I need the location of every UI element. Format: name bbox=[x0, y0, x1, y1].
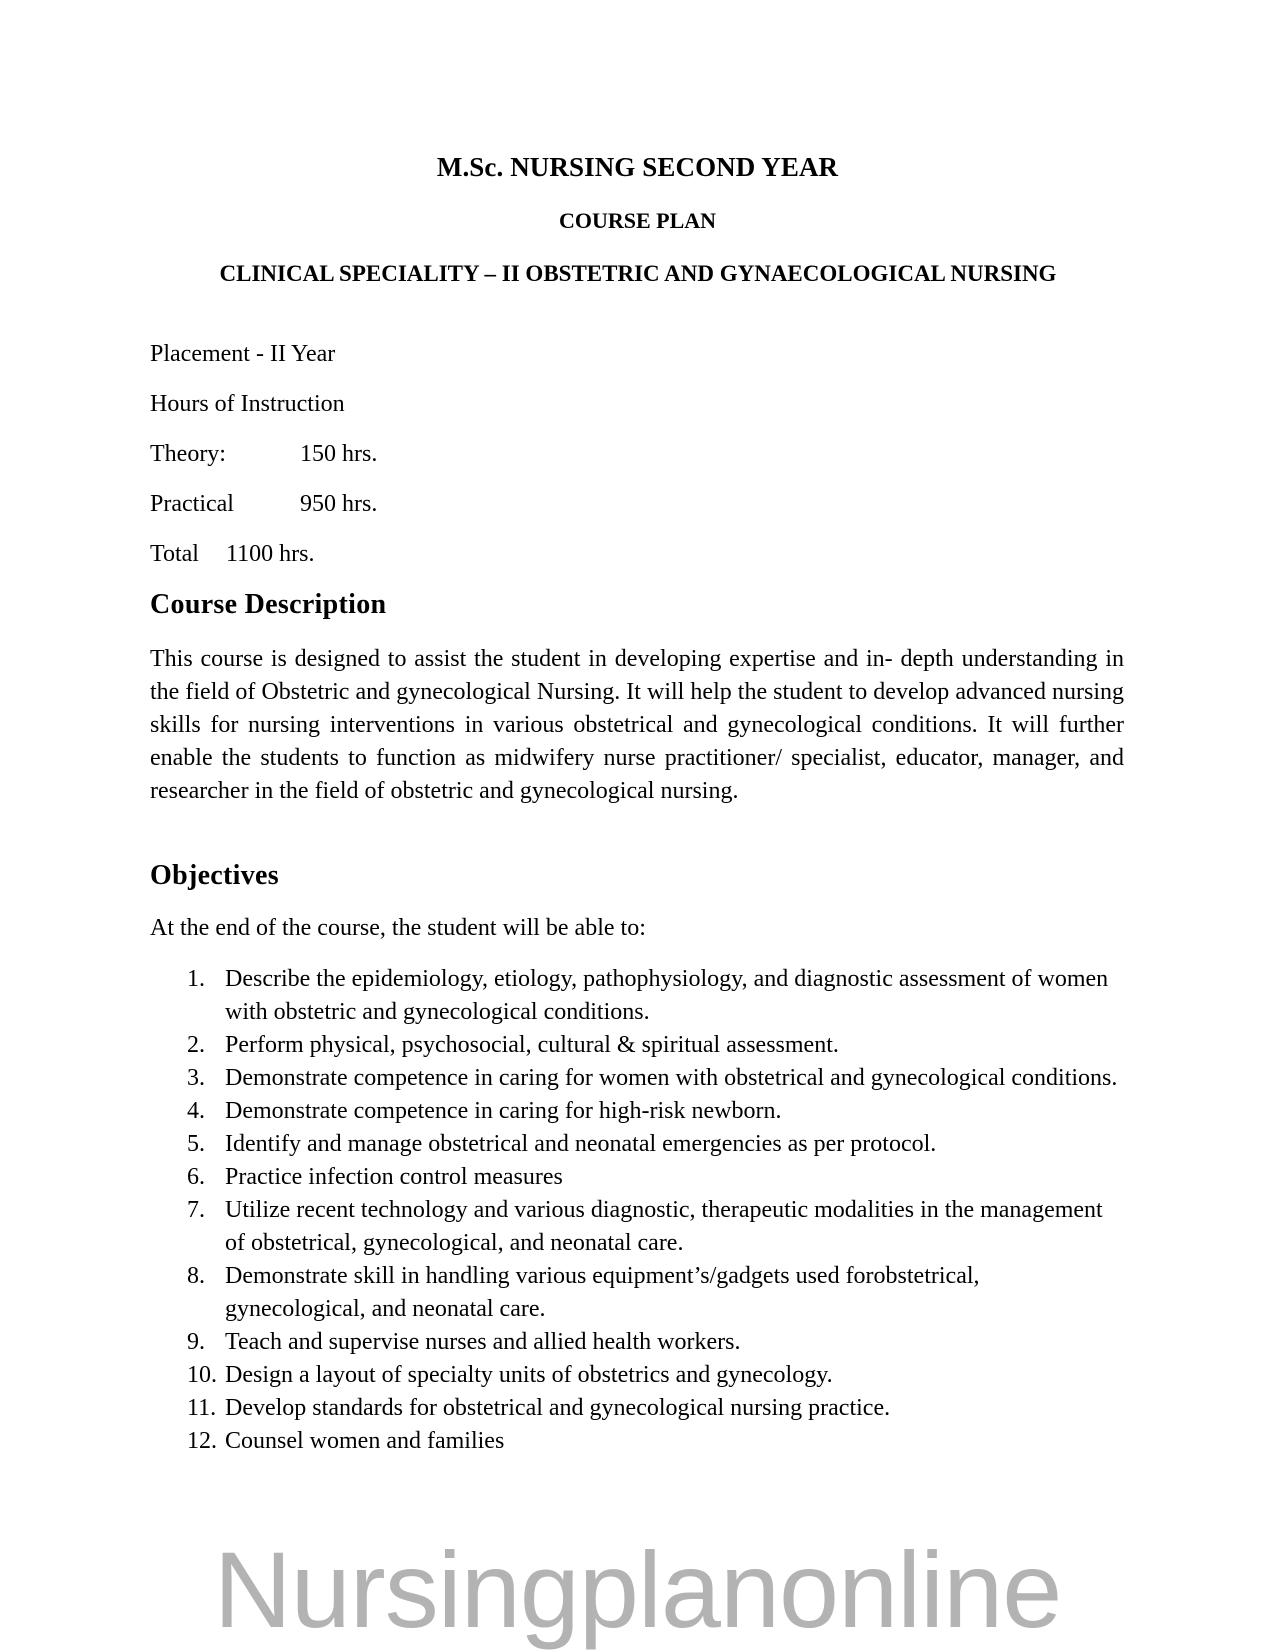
course-heading: CLINICAL SPECIALITY – II OBSTETRIC AND GYNAECOLOGICAL NURSING bbox=[219, 261, 1057, 286]
objective-number: 1. bbox=[187, 966, 205, 992]
objective-text: Teach and supervise nurses and allied health workers. bbox=[225, 1329, 741, 1355]
objective-number: 8. bbox=[187, 1263, 205, 1289]
objectives-list bbox=[150, 963, 1124, 1458]
theory-value: 150 hrs. bbox=[300, 441, 378, 467]
theory-line bbox=[150, 440, 378, 468]
objective-item bbox=[150, 1260, 1124, 1326]
objective-text: Identify and manage obstetrical and neonatal emergencies as per protocol. bbox=[225, 1131, 937, 1157]
objective-text: Demonstrate competence in caring for women with obstetrical and gynecological conditions. bbox=[225, 1065, 1118, 1091]
course-description-text: This course is designed to assist the student in developing expertise and in- depth understanding in the field of Obstetric and gynecological Nursing. It will help the student to develop advanced nursing skills for nursing interventions in various obstetrical and gynecological conditions. It will further enable the students to function as midwifery nurse practitioner/ specialist, educator, manager, and researcher in the field of obstetric and gynecological nursing. bbox=[150, 646, 1124, 804]
objective-number: 5. bbox=[187, 1131, 205, 1157]
objective-item bbox=[150, 1194, 1124, 1260]
total-value: 1100 hrs. bbox=[226, 541, 315, 567]
objective-text: Demonstrate skill in handling various equipment’s/gadgets used forobstetrical, gynecological, and neonatal care. bbox=[225, 1263, 980, 1322]
course-description-heading: Course Description bbox=[150, 589, 387, 620]
objective-item bbox=[150, 1359, 1124, 1392]
objective-number: 7. bbox=[187, 1197, 205, 1223]
total-line bbox=[150, 540, 315, 568]
objective-text: Describe the epidemiology, etiology, pathophysiology, and diagnostic assessment of women with obstetric and gynecological conditions. bbox=[225, 966, 1109, 1025]
objective-number: 12. bbox=[187, 1428, 217, 1454]
watermark-text: Nursingplanonline bbox=[213, 1529, 1062, 1650]
objective-text: Design a layout of specialty units of obstetrics and gynecology. bbox=[225, 1362, 833, 1388]
hours-label: Hours of Instruction bbox=[150, 391, 345, 417]
objective-text: Perform physical, psychosocial, cultural & spiritual assessment. bbox=[225, 1032, 839, 1058]
objectives-intro: At the end of the course, the student will be able to: bbox=[150, 915, 646, 941]
objective-number: 10. bbox=[187, 1362, 217, 1388]
objective-item bbox=[150, 1062, 1124, 1095]
objective-item bbox=[150, 1392, 1124, 1425]
objective-number: 9. bbox=[187, 1329, 205, 1355]
objective-number: 3. bbox=[187, 1065, 205, 1091]
theory-label: Theory: bbox=[150, 441, 226, 467]
objective-number: 2. bbox=[187, 1032, 205, 1058]
objective-item bbox=[150, 1326, 1124, 1359]
placement-line: Placement - II Year bbox=[150, 341, 336, 367]
objective-number: 11. bbox=[187, 1395, 217, 1421]
practical-line bbox=[150, 490, 378, 518]
practical-value: 950 hrs. bbox=[300, 491, 378, 517]
objective-item bbox=[150, 1425, 1124, 1458]
document-title: M.Sc. NURSING SECOND YEAR bbox=[436, 152, 839, 182]
practical-label: Practical bbox=[150, 491, 234, 517]
objective-text: Develop standards for obstetrical and gynecological nursing practice. bbox=[225, 1395, 891, 1421]
objective-number: 6. bbox=[187, 1164, 205, 1190]
objective-text: Counsel women and families bbox=[225, 1428, 505, 1454]
objective-number: 4. bbox=[187, 1098, 205, 1124]
objective-item bbox=[150, 1128, 1124, 1161]
objective-text: Practice infection control measures bbox=[225, 1164, 563, 1190]
total-label: Total bbox=[150, 541, 199, 567]
objective-item bbox=[150, 1029, 1124, 1062]
objective-item bbox=[150, 963, 1124, 1029]
document-subtitle: COURSE PLAN bbox=[558, 208, 717, 233]
objective-item bbox=[150, 1161, 1124, 1194]
objective-text: Demonstrate competence in caring for high-risk newborn. bbox=[225, 1098, 782, 1124]
objective-text: Utilize recent technology and various diagnostic, therapeutic modalities in the management of obstetrical, gynecological, and neonatal care. bbox=[225, 1197, 1103, 1256]
objective-item bbox=[150, 1095, 1124, 1128]
objectives-heading: Objectives bbox=[150, 860, 279, 891]
